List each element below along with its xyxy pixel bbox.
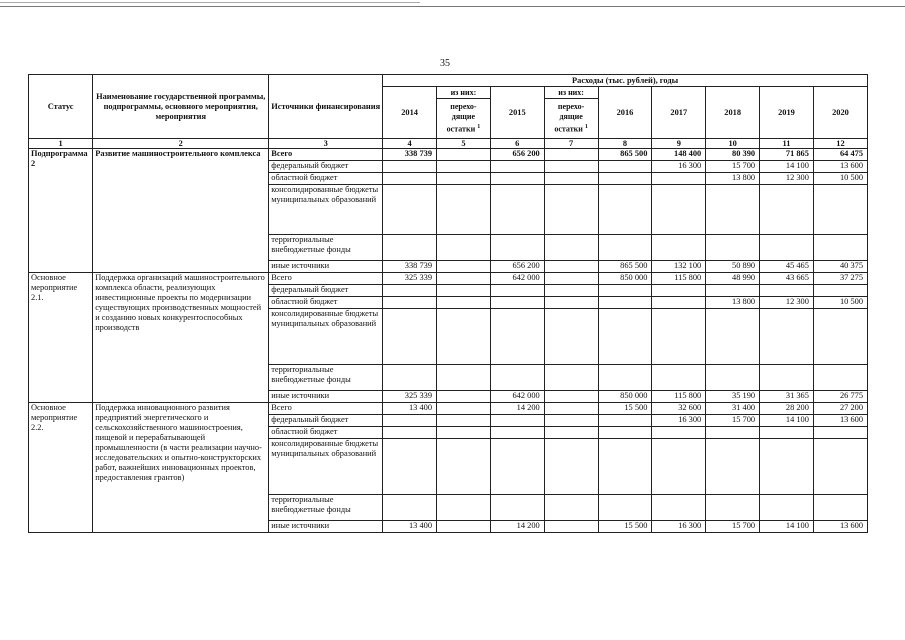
row-funding-source: консолидированные бюджеты муниципальных образований bbox=[269, 185, 383, 235]
row-value bbox=[490, 365, 544, 391]
row-funding-source: областной бюджет bbox=[269, 427, 383, 439]
row-value: 26 775 bbox=[813, 391, 867, 403]
row-value bbox=[383, 161, 437, 173]
row-value bbox=[544, 173, 598, 185]
row-value bbox=[652, 185, 706, 235]
row-value bbox=[706, 235, 760, 261]
row-value bbox=[544, 521, 598, 533]
row-value: 338 739 bbox=[383, 261, 437, 273]
row-funding-source: федеральный бюджет bbox=[269, 161, 383, 173]
row-value bbox=[383, 439, 437, 495]
row-value bbox=[544, 235, 598, 261]
row-value bbox=[437, 285, 491, 297]
row-value bbox=[706, 185, 760, 235]
header-year-2014: 2014 bbox=[383, 87, 437, 139]
row-funding-source: федеральный бюджет bbox=[269, 415, 383, 427]
header-name: Наименование государственной программы, подпрограммы, основного мероприятия, мероприятия bbox=[93, 75, 269, 139]
row-value bbox=[437, 391, 491, 403]
row-value bbox=[490, 495, 544, 521]
row-value: 16 300 bbox=[652, 415, 706, 427]
row-value bbox=[544, 149, 598, 161]
header-year-2015: 2015 bbox=[490, 87, 544, 139]
row-value bbox=[706, 427, 760, 439]
row-value bbox=[598, 235, 652, 261]
row-funding-source: территориальные внебюджетные фонды bbox=[269, 495, 383, 521]
row-value: 13 600 bbox=[813, 415, 867, 427]
row-value: 115 800 bbox=[652, 273, 706, 285]
row-value bbox=[706, 439, 760, 495]
row-status: Подпрограмма 2 bbox=[29, 149, 93, 273]
row-value bbox=[760, 185, 814, 235]
row-value bbox=[652, 439, 706, 495]
table-row bbox=[29, 149, 868, 161]
col-number: 1 bbox=[29, 139, 93, 149]
row-value bbox=[437, 235, 491, 261]
row-value: 16 300 bbox=[652, 161, 706, 173]
row-funding-source: областной бюджет bbox=[269, 297, 383, 309]
row-value bbox=[544, 427, 598, 439]
row-funding-source: областной бюджет bbox=[269, 173, 383, 185]
row-value: 13 600 bbox=[813, 161, 867, 173]
row-program-name: Развитие машиностроительного комплекса bbox=[93, 149, 269, 273]
row-value bbox=[652, 173, 706, 185]
row-funding-source: федеральный бюджет bbox=[269, 285, 383, 297]
row-value bbox=[544, 495, 598, 521]
row-value: 10 500 bbox=[813, 297, 867, 309]
row-value bbox=[813, 495, 867, 521]
row-value bbox=[544, 439, 598, 495]
row-value bbox=[383, 415, 437, 427]
row-value bbox=[544, 365, 598, 391]
row-value: 71 865 bbox=[760, 149, 814, 161]
page-number: 35 bbox=[440, 58, 450, 69]
row-funding-source: территориальные внебюджетные фонды bbox=[269, 235, 383, 261]
row-value bbox=[544, 161, 598, 173]
row-value bbox=[813, 439, 867, 495]
row-funding-source: Всего bbox=[269, 403, 383, 415]
row-value bbox=[598, 427, 652, 439]
col-number: 3 bbox=[269, 139, 383, 149]
row-value bbox=[490, 173, 544, 185]
row-value: 15 700 bbox=[706, 521, 760, 533]
row-value bbox=[437, 297, 491, 309]
header-source: Источники финансирования bbox=[269, 75, 383, 139]
row-value bbox=[490, 161, 544, 173]
row-value bbox=[813, 235, 867, 261]
header-of-them-1: из них: bbox=[437, 87, 491, 99]
row-value bbox=[544, 309, 598, 365]
col-number: 2 bbox=[93, 139, 269, 149]
row-value: 338 739 bbox=[383, 149, 437, 161]
row-value: 13 400 bbox=[383, 403, 437, 415]
row-value bbox=[652, 427, 706, 439]
row-value bbox=[652, 309, 706, 365]
row-value bbox=[652, 235, 706, 261]
row-value: 148 400 bbox=[652, 149, 706, 161]
row-value bbox=[598, 415, 652, 427]
row-funding-source: иные источники bbox=[269, 521, 383, 533]
row-value bbox=[490, 439, 544, 495]
row-value bbox=[598, 439, 652, 495]
row-value: 14 100 bbox=[760, 161, 814, 173]
row-value: 27 200 bbox=[813, 403, 867, 415]
row-value: 13 800 bbox=[706, 297, 760, 309]
row-value bbox=[598, 309, 652, 365]
row-value: 656 200 bbox=[490, 149, 544, 161]
header-status: Статус bbox=[29, 75, 93, 139]
row-value: 45 465 bbox=[760, 261, 814, 273]
row-value bbox=[598, 365, 652, 391]
row-value bbox=[544, 297, 598, 309]
table-body bbox=[29, 149, 868, 533]
row-program-name: Поддержка инновационного развития предприятий энергетического и сельскохозяйственного машиностроения, пищевой и перерабатывающей промышленности (в части реализации научно-исследовательских и опытно-конструкторских работ, важнейших инновационных проектов, предоставления грантов) bbox=[93, 403, 269, 533]
row-value bbox=[437, 495, 491, 521]
row-value bbox=[760, 285, 814, 297]
row-value bbox=[598, 285, 652, 297]
row-value bbox=[490, 297, 544, 309]
row-funding-source: иные источники bbox=[269, 261, 383, 273]
row-value bbox=[383, 297, 437, 309]
row-value bbox=[706, 365, 760, 391]
row-value: 642 000 bbox=[490, 273, 544, 285]
row-value: 865 500 bbox=[598, 261, 652, 273]
row-value bbox=[544, 285, 598, 297]
row-value bbox=[813, 185, 867, 235]
col-number: 7 bbox=[544, 139, 598, 149]
row-value bbox=[383, 495, 437, 521]
row-value: 32 600 bbox=[652, 403, 706, 415]
row-value: 15 500 bbox=[598, 521, 652, 533]
header-expenses: Расходы (тыс. рублей), годы bbox=[383, 75, 868, 87]
header-year-2016: 2016 bbox=[598, 87, 652, 139]
table-row bbox=[29, 273, 868, 285]
row-value bbox=[383, 185, 437, 235]
row-value: 14 200 bbox=[490, 521, 544, 533]
row-value: 325 339 bbox=[383, 273, 437, 285]
row-value bbox=[598, 185, 652, 235]
row-value bbox=[437, 261, 491, 273]
row-value bbox=[490, 285, 544, 297]
row-value bbox=[598, 495, 652, 521]
row-value: 12 300 bbox=[760, 173, 814, 185]
row-value: 850 000 bbox=[598, 391, 652, 403]
row-value bbox=[490, 427, 544, 439]
row-value bbox=[490, 185, 544, 235]
row-value: 28 200 bbox=[760, 403, 814, 415]
row-value: 14 200 bbox=[490, 403, 544, 415]
row-value bbox=[544, 273, 598, 285]
header-year-2018: 2018 bbox=[706, 87, 760, 139]
row-value bbox=[437, 161, 491, 173]
row-value: 14 100 bbox=[760, 415, 814, 427]
row-value: 325 339 bbox=[383, 391, 437, 403]
row-value bbox=[544, 185, 598, 235]
header-carryover-2: перехо-дящие остатки $^1$ bbox=[544, 99, 598, 139]
table-row bbox=[29, 403, 868, 415]
row-value: 15 700 bbox=[706, 161, 760, 173]
row-value bbox=[437, 415, 491, 427]
row-value: 656 200 bbox=[490, 261, 544, 273]
header-year-2017: 2017 bbox=[652, 87, 706, 139]
row-value bbox=[383, 285, 437, 297]
row-value bbox=[760, 495, 814, 521]
row-value bbox=[490, 235, 544, 261]
row-value: 10 500 bbox=[813, 173, 867, 185]
row-value bbox=[490, 309, 544, 365]
row-value bbox=[437, 365, 491, 391]
row-status: Основное мероприятие 2.2. bbox=[29, 403, 93, 533]
row-value bbox=[706, 309, 760, 365]
row-funding-source: иные источники bbox=[269, 391, 383, 403]
row-value: 13 800 bbox=[706, 173, 760, 185]
row-value bbox=[652, 285, 706, 297]
row-value bbox=[490, 415, 544, 427]
col-number: 9 bbox=[652, 139, 706, 149]
row-value bbox=[813, 309, 867, 365]
col-number: 12 bbox=[813, 139, 867, 149]
row-value: 35 190 bbox=[706, 391, 760, 403]
row-value bbox=[813, 427, 867, 439]
row-value: 80 390 bbox=[706, 149, 760, 161]
header-carryover-1: перехо-дящие остатки $^1$ bbox=[437, 99, 491, 139]
row-value bbox=[598, 173, 652, 185]
row-value bbox=[437, 309, 491, 365]
row-funding-source: Всего bbox=[269, 149, 383, 161]
row-program-name: Поддержка организаций машиностроительного комплекса области, реализующих инвестиционные проекты по модернизации существующих производственных мощностей и созданию новых конкурентоспособных производств bbox=[93, 273, 269, 403]
row-value bbox=[544, 261, 598, 273]
row-value bbox=[383, 235, 437, 261]
col-number: 11 bbox=[760, 139, 814, 149]
row-value bbox=[813, 365, 867, 391]
row-value: 13 600 bbox=[813, 521, 867, 533]
col-number: 5 bbox=[437, 139, 491, 149]
row-value bbox=[383, 365, 437, 391]
row-value bbox=[437, 403, 491, 415]
col-number: 6 bbox=[490, 139, 544, 149]
row-status: Основное мероприятие 2.1. bbox=[29, 273, 93, 403]
row-value bbox=[437, 439, 491, 495]
row-value bbox=[813, 285, 867, 297]
row-value bbox=[598, 161, 652, 173]
row-value: 16 300 bbox=[652, 521, 706, 533]
row-value: 64 475 bbox=[813, 149, 867, 161]
row-value bbox=[706, 495, 760, 521]
row-value bbox=[706, 285, 760, 297]
row-value bbox=[437, 427, 491, 439]
row-value: 12 300 bbox=[760, 297, 814, 309]
row-value bbox=[437, 521, 491, 533]
row-value bbox=[383, 427, 437, 439]
row-funding-source: Всего bbox=[269, 273, 383, 285]
row-value: 37 275 bbox=[813, 273, 867, 285]
row-value: 15 500 bbox=[598, 403, 652, 415]
row-value: 48 990 bbox=[706, 273, 760, 285]
col-number: 4 bbox=[383, 139, 437, 149]
row-value bbox=[383, 309, 437, 365]
row-value bbox=[383, 173, 437, 185]
row-value: 642 000 bbox=[490, 391, 544, 403]
row-value: 31 365 bbox=[760, 391, 814, 403]
row-value bbox=[760, 439, 814, 495]
row-value bbox=[437, 173, 491, 185]
row-value bbox=[437, 273, 491, 285]
row-value: 43 665 bbox=[760, 273, 814, 285]
col-number: 10 bbox=[706, 139, 760, 149]
row-value bbox=[760, 427, 814, 439]
row-value bbox=[760, 309, 814, 365]
row-value bbox=[437, 185, 491, 235]
row-value bbox=[760, 235, 814, 261]
expenses-table bbox=[28, 74, 868, 533]
row-value bbox=[652, 495, 706, 521]
row-value bbox=[598, 297, 652, 309]
row-funding-source: территориальные внебюджетные фонды bbox=[269, 365, 383, 391]
row-value: 850 000 bbox=[598, 273, 652, 285]
row-value: 40 375 bbox=[813, 261, 867, 273]
row-value: 15 700 bbox=[706, 415, 760, 427]
row-value bbox=[652, 297, 706, 309]
row-value: 132 100 bbox=[652, 261, 706, 273]
col-number: 8 bbox=[598, 139, 652, 149]
row-funding-source: консолидированные бюджеты муниципальных образований bbox=[269, 309, 383, 365]
row-value bbox=[544, 403, 598, 415]
row-value bbox=[544, 391, 598, 403]
row-value: 14 100 bbox=[760, 521, 814, 533]
row-value: 115 800 bbox=[652, 391, 706, 403]
header-of-them-2: из них: bbox=[544, 87, 598, 99]
header-year-2019: 2019 bbox=[760, 87, 814, 139]
row-value: 50 890 bbox=[706, 261, 760, 273]
row-value bbox=[437, 149, 491, 161]
header-year-2020: 2020 bbox=[813, 87, 867, 139]
row-value bbox=[544, 415, 598, 427]
row-value: 865 500 bbox=[598, 149, 652, 161]
row-value bbox=[652, 365, 706, 391]
row-value: 13 400 bbox=[383, 521, 437, 533]
row-funding-source: консолидированные бюджеты муниципальных образований bbox=[269, 439, 383, 495]
row-value bbox=[760, 365, 814, 391]
row-value: 31 400 bbox=[706, 403, 760, 415]
